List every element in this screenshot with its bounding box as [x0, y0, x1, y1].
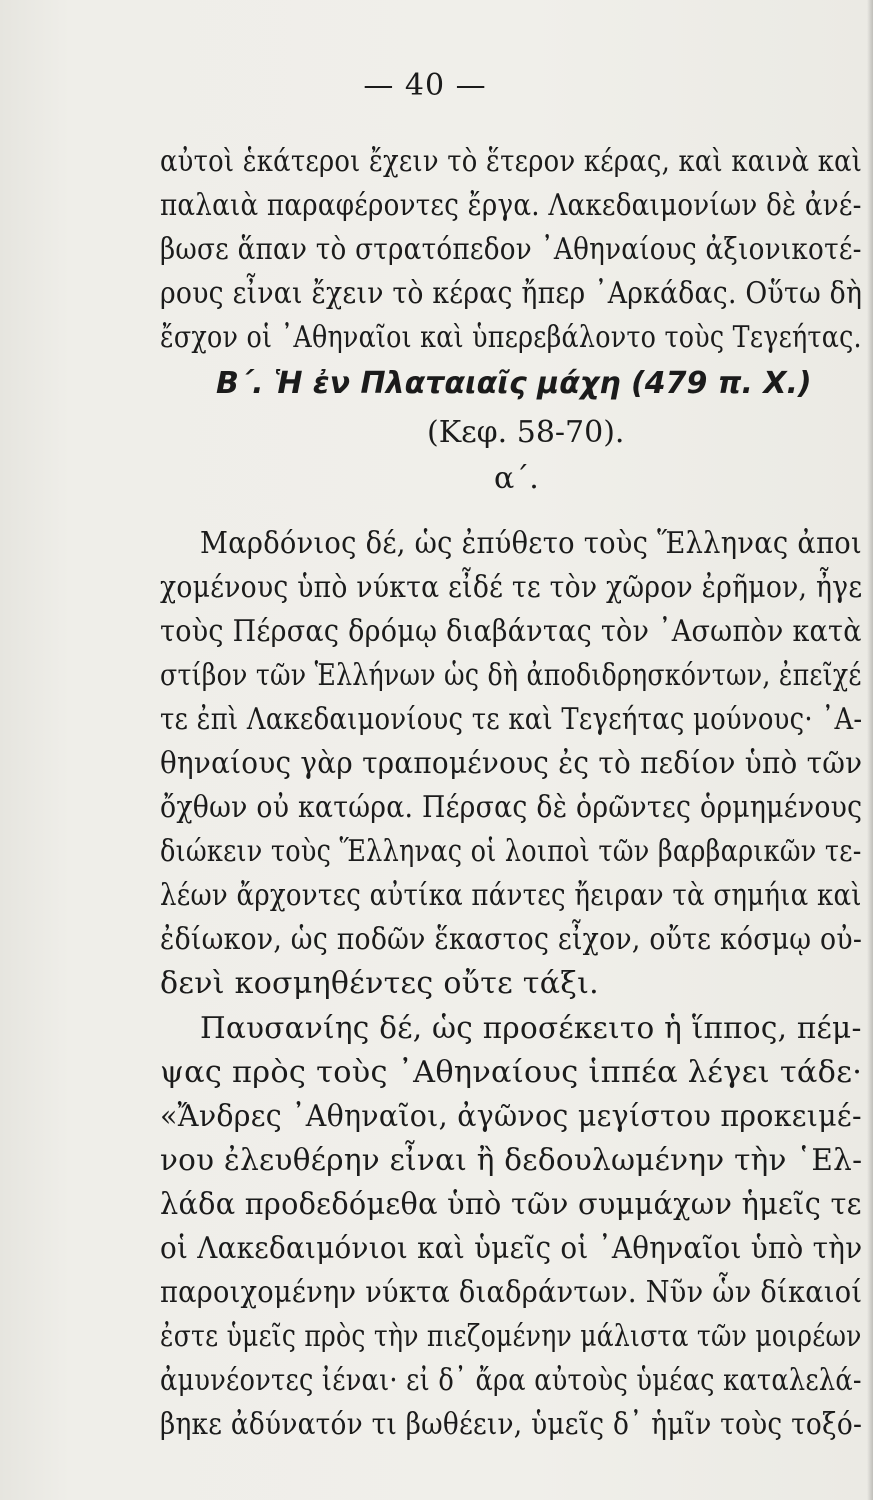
chapter-reference: (Κεφ. 58-70). — [427, 415, 625, 450]
text-line: χομένους ὑπὸ νύκτα εἶδέ τε τὸν χῶρον ἐρῆμον, ἦγε — [160, 570, 863, 605]
text-line: βηκε ἀδύνατόν τι βωθέειν, ὑμεῖς δ᾿ ἡμῖν τοὺς τοξό- — [160, 1407, 863, 1442]
text-line: «Ἄνδρες ᾿Αθηναῖοι, ἀγῶνος μεγίστου προκειμέ- — [160, 1099, 862, 1134]
text-line: τε ἐπὶ Λακεδαιμονίους τε καὶ Τεγεήτας μούνους· ᾿Α- — [160, 702, 863, 737]
text-line: θηναίους γὰρ τραπομένους ἐς τὸ πεδίον ὑπὸ τῶν — [160, 746, 863, 781]
text-line: διώκειν τοὺς Ἕλληνας οἱ λοιποὶ τῶν βαρβαρικῶν τε- — [160, 834, 862, 869]
section-heading: Β΄. Ἡ ἐν Πλαταιαῖς μάχη (479 π. Χ.) — [216, 366, 812, 401]
text-line: Παυσανίης δέ, ὡς προσέκειτο ἡ ἵππος, πέμ- — [200, 1011, 862, 1046]
subsection-label: α΄. — [494, 461, 539, 496]
text-line: ἔσχον οἱ ᾿Αθηναῖοι καὶ ὑπερεβάλοντο τοὺς Τεγεήτας. — [160, 320, 862, 355]
text-line: δενὶ κοσμηθέντες οὔτε τάξι. — [160, 966, 599, 1001]
text-line: στίβον τῶν Ἑλλήνων ὡς δὴ ἀποδιδρησκόντων, ἐπεῖχέ — [160, 658, 862, 693]
text-line: ἐδίωκον, ὡς ποδῶν ἕκαστος εἶχον, οὔτε κόσμῳ οὐ- — [160, 922, 863, 957]
page-number: — 40 — — [363, 68, 487, 103]
text-line: παλαιὰ παραφέροντες ἔργα. Λακεδαιμονίων δὲ ἀνέ- — [160, 188, 862, 223]
text-line: νου ἐλευθέρην εἶναι ἢ δεδουλωμένην τὴν ῾Ελ- — [160, 1143, 863, 1178]
text-line: οἱ Λακεδαιμόνιοι καὶ ὑμεῖς οἱ ᾿Αθηναῖοι ὑπὸ τὴν — [160, 1231, 863, 1266]
text-line: παροιχομένην νύκτα διαδράντων. Νῦν ὧν δίκαιοί — [160, 1275, 863, 1310]
text-line: ἐστε ὑμεῖς πρὸς τὴν πιεζομένην μάλιστα τῶν μοιρέων — [160, 1319, 862, 1354]
text-line: λέων ἄρχοντες αὐτίκα πάντες ἤειραν τὰ σημήια καὶ — [160, 878, 862, 913]
text-line: Μαρδόνιος δέ, ὡς ἐπύθετο τοὺς Ἕλληνας ἀποι — [200, 526, 862, 561]
text-line: βωσε ἅπαν τὸ στρατόπεδον ᾿Αθηναίους ἀξιονικοτέ- — [160, 232, 862, 267]
text-line: ρους εἶναι ἔχειν τὸ κέρας ἤπερ ᾿Αρκάδας. Οὕτω δὴ — [160, 276, 863, 311]
text-line: τοὺς Πέρσας δρόμῳ διαβάντας τὸν ᾿Ασωπὸν κατὰ — [160, 614, 862, 649]
text-line: ψας πρὸς τοὺς ᾿Αθηναίους ἱππέα λέγει τάδε· — [160, 1055, 863, 1090]
text-line: ἀμυνέοντες ἰέναι· εἰ δ᾿ ἄρα αὐτοὺς ὑμέας καταλελά- — [160, 1363, 862, 1398]
page-edge-shadow — [867, 0, 873, 1500]
text-line: λάδα προδεδόμεθα ὑπὸ τῶν συμμάχων ἡμεῖς τε — [160, 1187, 862, 1222]
text-line: ὄχθων οὐ κατώρα. Πέρσας δὲ ὁρῶντες ὁρμημένους — [160, 790, 863, 825]
text-line: αὐτοὶ ἑκάτεροι ἔχειν τὸ ἕτερον κέρας, καὶ καινὰ καὶ — [160, 144, 863, 179]
